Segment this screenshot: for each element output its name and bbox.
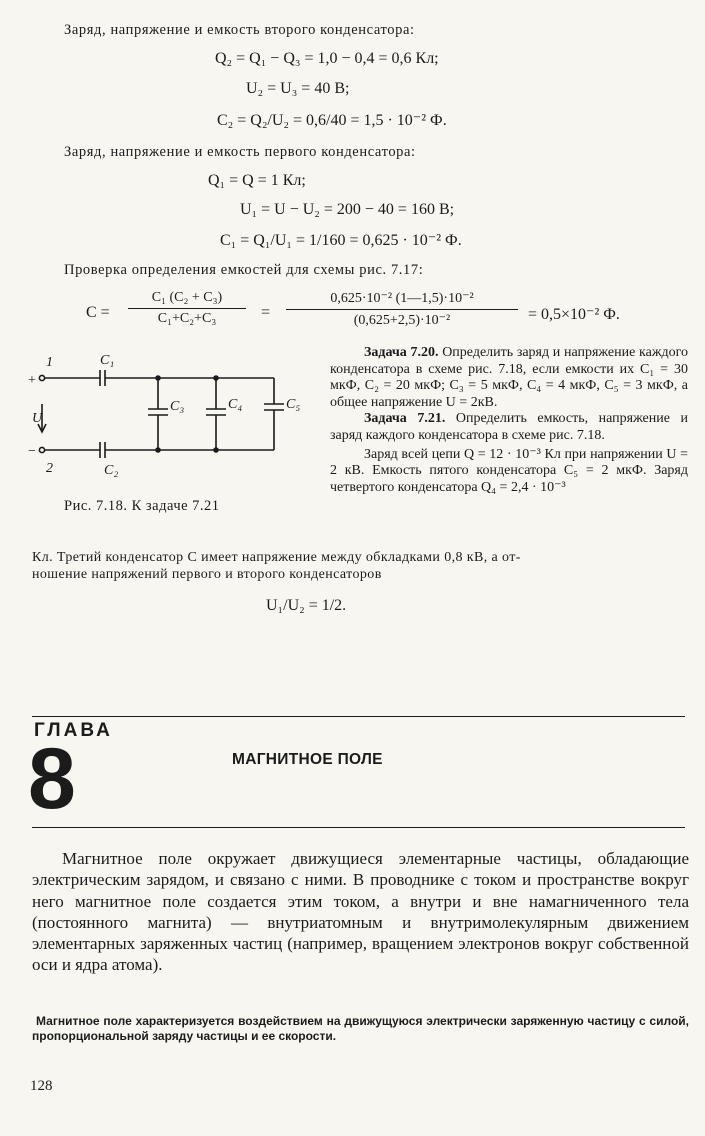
equation: U₂ = U₃ = 40 В; <box>246 80 350 97</box>
equation: C₂ = Q₂/U₂ = 0,6/40 = 1,5 · 10⁻² Ф. <box>217 112 447 129</box>
section-heading: Заряд, напряжение и емкость второго конденсатора: <box>64 22 415 38</box>
fraction-numeric <box>286 290 518 329</box>
circuit-diagram <box>28 346 328 486</box>
page-number: 128 <box>30 1078 53 1094</box>
task-7-21 <box>330 411 688 444</box>
formula-lhs: C = <box>86 304 110 321</box>
task-title: Задача 7.21. <box>364 411 446 427</box>
capacitor-label-c3: C₃ <box>170 399 185 414</box>
chapter-top-rule <box>32 716 685 717</box>
task-7-21-conditions: Заряд всей цепи Q = 12 · 10⁻³ Кл при напряжении U = 2 кВ. Емкость пятого конденсатора C₅ = 2 мкФ. Заряд четвертого конденсатора Q₄ = 2,4 · 10⁻³ <box>330 446 688 495</box>
fraction-denominator: (0,625+2,5)·10⁻² <box>353 313 451 328</box>
task-text: Определить емкость, напряжение и заряд каждого конденсатора в схеме рис. 7.18. <box>330 411 688 443</box>
chapter-word: ГЛАВА <box>34 720 113 741</box>
equation: Q₁ = Q = 1 Кл; <box>208 172 306 189</box>
equation: C₁ = Q₁/U₁ = 1/160 = 0,625 · 10⁻² Ф. <box>220 232 462 249</box>
fraction-numerator: C₁ (C₂ + C₃) <box>128 290 246 309</box>
task-7-20 <box>330 345 688 411</box>
body-paragraph: Магнитное поле окружает движущиеся элементарные частицы, обладающие электрическим зарядом, и связано с ними. В проводнике с током и пространстве вокруг него магнитное поле создается этим током, а внутри и вне намагниченного тела (постоянного магнита) — внутриатомным и внутримолекулярным движением элементарных заряженных частиц (например, вращением электронов вокруг собственной оси и ядра атома). <box>32 849 689 975</box>
task-text: Определить заряд и напряжение каждого конденсатора в схеме рис. 7.18, если емкости их C₁ = 30 мкФ, C₂ = 20 мкФ; C₃ = 5 мкФ, C₄ = 4 мкФ, C₅ = 3 мкФ, а общее напряжение U = 2кВ. <box>330 345 689 410</box>
fraction-capacitance <box>128 290 246 327</box>
plus-sign: + <box>28 373 36 388</box>
capacitor-label-c1: C₁ <box>100 353 115 368</box>
fraction-denominator: C₁+C₂+C₃ <box>157 311 217 326</box>
minus-sign: − <box>28 444 36 459</box>
figure-caption: Рис. 7.18. К задаче 7.21 <box>64 498 220 514</box>
capacitor-label-c2: C₂ <box>104 463 119 478</box>
voltage-ratio: U₁/U₂ = 1/2. <box>266 597 347 614</box>
equals-sign: = <box>261 304 271 321</box>
chapter-bottom-rule <box>32 827 685 828</box>
terminal-label-2: 2 <box>46 461 53 476</box>
equation: Q₂ = Q₁ − Q₃ = 1,0 − 0,4 = 0,6 Кл; <box>215 50 439 67</box>
tasks-column <box>330 345 688 496</box>
fraction-numerator: 0,625·10⁻² (1—1,5)·10⁻² <box>286 290 518 310</box>
section-heading: Заряд, напряжение и емкость первого конденсатора: <box>64 144 416 160</box>
capacitor-label-c4: C₄ <box>228 397 243 412</box>
chapter-number: 8 <box>28 731 76 827</box>
check-heading: Проверка определения емкостей для схемы рис. 7.17: <box>64 262 424 278</box>
task-continuation-line: ношение напряжений первого и второго конденсаторов <box>32 567 382 582</box>
bold-paragraph: Магнитное поле характеризуется воздействием на движущуюся электрически заряженную частицу с силой, пропорциональной заряду частицы и ее скорости. <box>32 1014 689 1043</box>
task-title: Задача 7.20. <box>364 345 439 360</box>
task-continuation-line: Кл. Третий конденсатор C имеет напряжение между обкладками 0,8 кВ, а от- <box>32 550 521 565</box>
equation: U₁ = U − U₂ = 200 − 40 = 160 В; <box>240 201 455 218</box>
chapter-title: МАГНИТНОЕ ПОЛЕ <box>232 751 383 768</box>
capacitor-label-c5: C₅ <box>286 397 301 412</box>
formula-result: = 0,5×10⁻² Ф. <box>528 306 620 323</box>
voltage-label: U <box>32 411 43 426</box>
terminal-label-1: 1 <box>46 355 53 370</box>
